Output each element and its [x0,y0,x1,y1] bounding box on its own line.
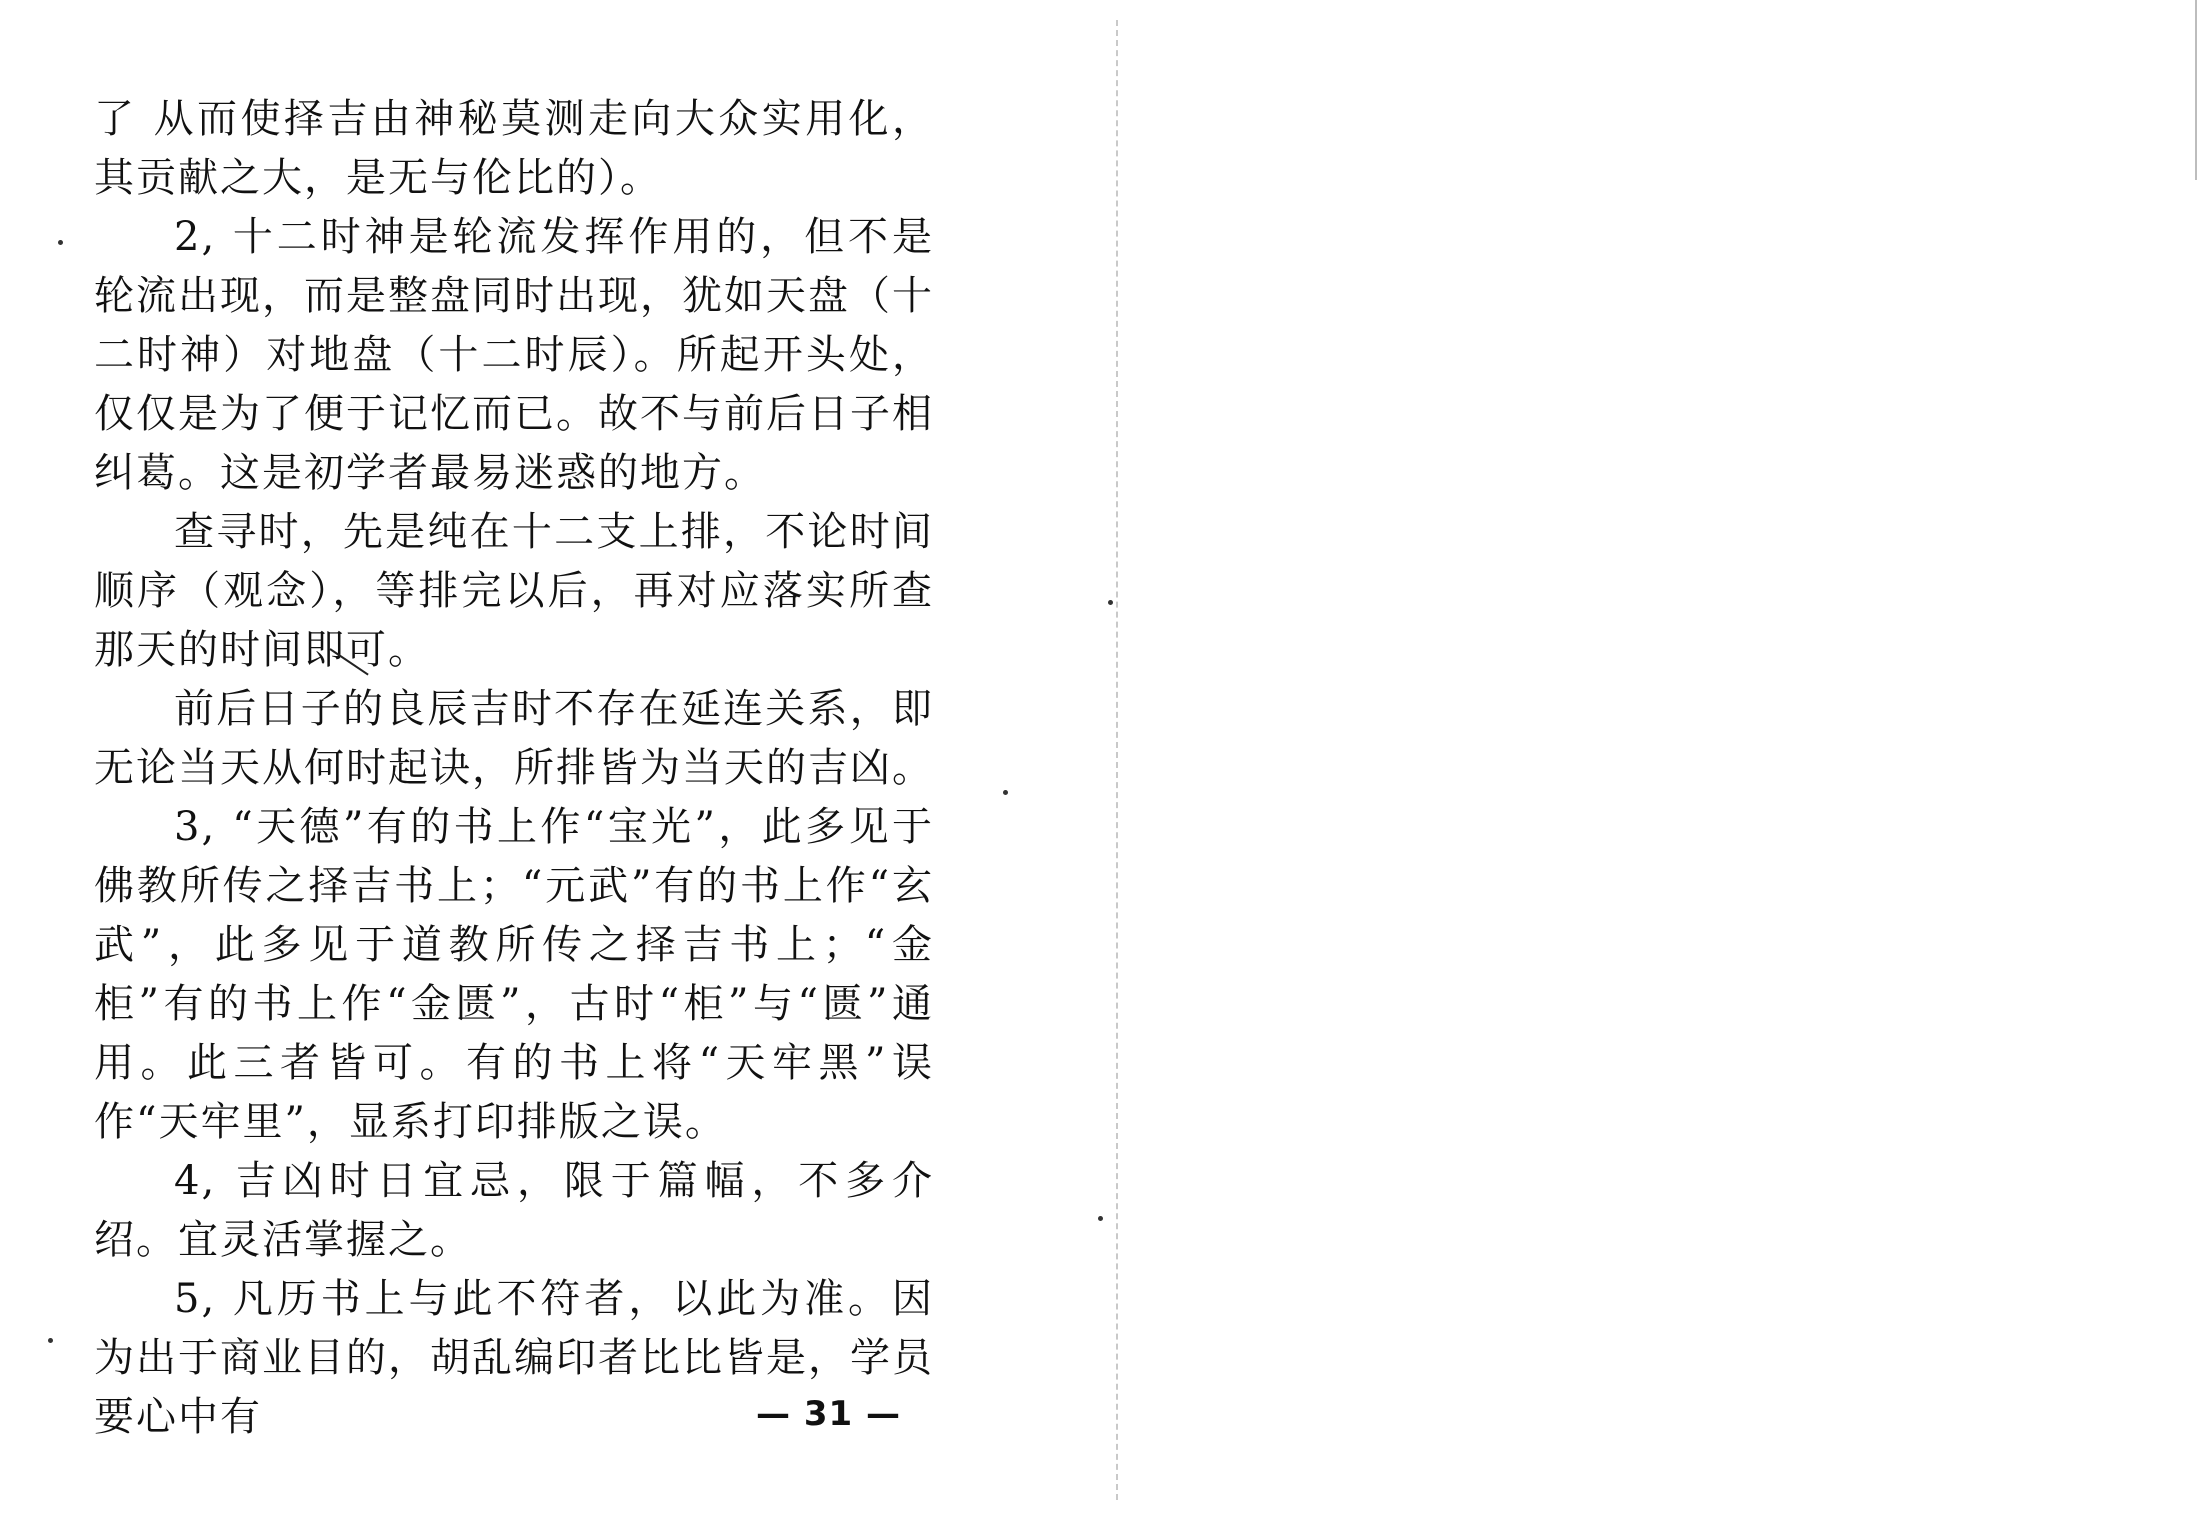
right-page [1100,0,2200,1518]
paragraph-item-2: 2, 十二时神是轮流发挥作用的，但不是轮流出现，而是整盘同时出现，犹如天盘（十二时神）对地盘（十二时辰）。所起开头处，仅仅是为了便于记忆而已。故不与前后日子相纠葛。这是初学者最易迷惑的地方。 [94,214,934,496]
paragraph-adjacent-days: 前后日子的良辰吉时不存在延连关系，即无论当天从何时起诀，所排皆为当天的吉凶。 [94,686,934,791]
scan-speck [1098,1216,1103,1221]
left-page-text [94,90,934,1447]
scan-speck [1003,790,1008,795]
paragraph-lookup: 查寻时，先是纯在十二支上排，不论时间顺序（观念），等排完以后，再对应落实所查那天的时间即可。 [94,509,934,673]
paragraph-item-5: 5, 凡历书上与此不符者，以此为准。因为出于商业目的，胡乱编印者比比皆是，学员要心中有 [94,1276,934,1440]
paragraph-continuation: 了 从而使择吉由神秘莫测走向大众实用化，其贡献之大，是无与伦比的）。 [94,96,934,201]
page-edge [2195,0,2197,180]
scan-speck [58,240,63,245]
page-number: — 31 — [756,1394,901,1434]
scan-speck [48,1338,53,1343]
paragraph-item-4: 4, 吉凶时日宜忌，限于篇幅，不多介绍。宜灵活掌握之。 [94,1158,934,1263]
paragraph-item-3: 3, “天德”有的书上作“宝光”，此多见于佛教所传之择吉书上；“元武”有的书上作“玄武”，此多见于道教所传之择吉书上；“金柜”有的书上作“金匮”，古时“柜”与“匮”通用。此三者皆可。有的书上将“天牢黑”误作“天牢里”，显系打印排版之误。 [94,804,934,1145]
scan-speck [1108,600,1113,605]
